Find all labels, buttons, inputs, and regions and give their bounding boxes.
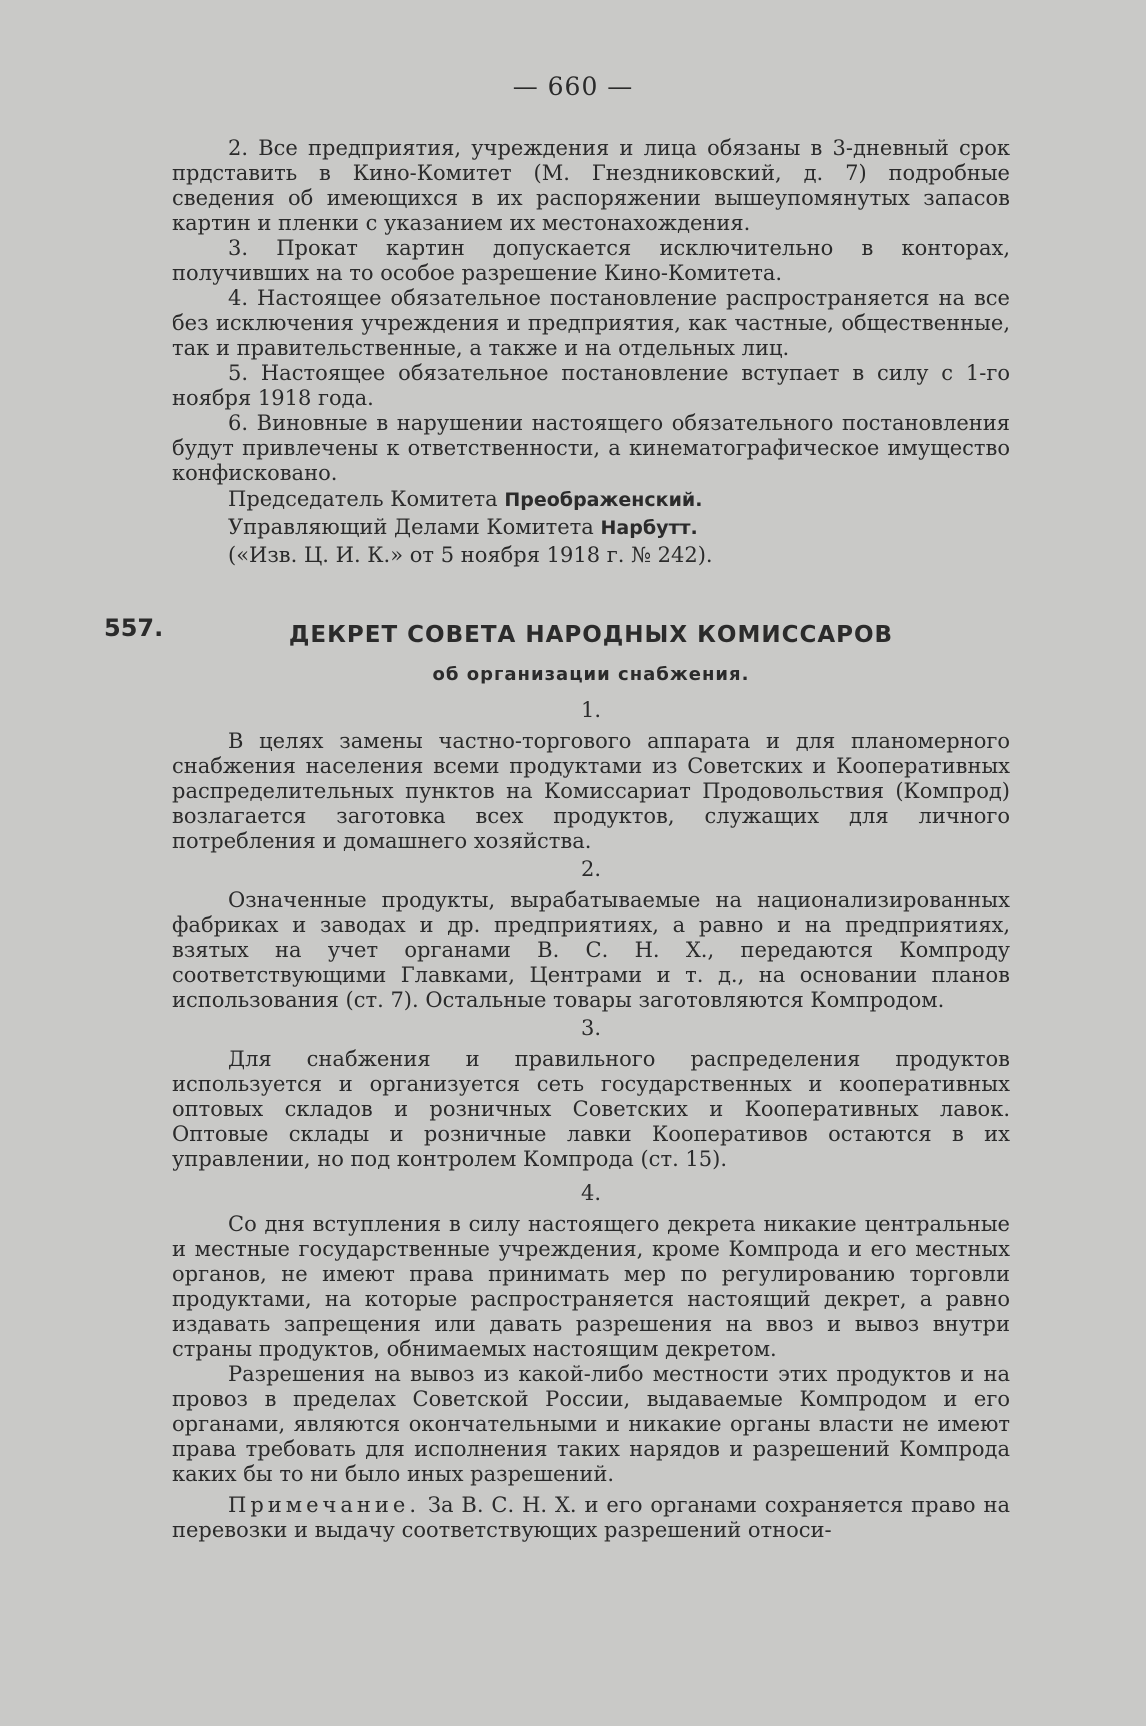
paragraph-4: 4. Настоящее обязательное постановление распространяется на все без исключения учреждения и предприятия, как частные, общественные, так и правительственные, а также и на отдельных лиц. <box>172 286 1010 360</box>
paragraph-6: 6. Виновные в нарушении настоящего обязательного постановления будут привлечены к ответственности, а кинематографическое имущество конфисковано. <box>172 411 1010 485</box>
article-1-number: 1. <box>580 698 602 722</box>
signature-manager-role: Управляющий Делами Комитета <box>228 515 594 539</box>
article-4-text-2: Разрешения на вывоз из какой-либо местности этих продуктов и на провоз в пределах Советской России, выдаваемые Компродом и его органами, являются окончательными и никакие органы власти не имеют права требовать для исполнения таких нарядов и разрешений Компрода каких бы то ни было иных разрешений. <box>172 1362 1010 1486</box>
article-4-number: 4. <box>580 1181 602 1205</box>
article-2-number: 2. <box>580 857 602 881</box>
decree-subtitle: об организации снабжения. <box>432 664 750 685</box>
signature-chairman-role: Председатель Комитета <box>228 487 498 511</box>
decree-number: 557. <box>104 614 164 642</box>
paragraph-5: 5. Настоящее обязательное постановление вступает в силу с 1-го ноября 1918 года. <box>172 361 1010 410</box>
note-label: Примечание. <box>228 1493 421 1517</box>
previous-decree-ending <box>172 136 1010 569</box>
note-paragraph <box>172 1493 1010 1543</box>
signature-manager-name: Нарбутт. <box>600 517 698 539</box>
signature-manager <box>172 514 1010 542</box>
signature-chairman-name: Преображенский. <box>504 489 703 511</box>
note-text: За В. С. Н. Х. и его органами сохраняется право на перевозки и выдачу соответствующих разрешений относи- <box>172 1493 1010 1542</box>
article-2-text: Означенные продукты, вырабатываемые на национализированных фабриках и заводах и др. предприятиях, а равно и на предприятиях, взятых на учет органами В. С. Н. Х., передаются Компроду соответствующими Главками, Центрами и т. д., на основании планов использования (ст. 7). Остальные товары заготовляются Компродом. <box>172 888 1010 1012</box>
source-citation: («Изв. Ц. И. К.» от 5 ноября 1918 г. № 242). <box>228 543 713 567</box>
decree-title: ДЕКРЕТ СОВЕТА НАРОДНЫХ КОМИССАРОВ <box>288 622 894 648</box>
article-3-number: 3. <box>580 1016 602 1040</box>
decree-body <box>172 622 1010 1543</box>
article-4-text: Со дня вступления в силу настоящего декрета никакие центральные и местные государственные учреждения, кроме Компрода и его местных органов, не имеют права принимать мер по регулированию торговли продуктами, на которые распространяется настоящий декрет, а равно издавать запрещения или давать разрешения на ввоз и вывоз внутри страны продуктов, обнимаемых настоящим декретом. <box>172 1212 1010 1361</box>
article-3-text: Для снабжения и правильного распределения продуктов используется и организуется сеть государственных и кооперативных оптовых складов и розничных Советских и Кооперативных лавок. Оптовые склады и розничные лавки Кооперативов остаются в их управлении, но под контролем Компрода (ст. 15). <box>172 1047 1010 1171</box>
article-1-text: В целях замены частно-торгового аппарата и для планомерного снабжения населения всеми продуктами из Советских и Кооперативных распределительных пунктов на Комиссариат Продовольствия (Компрод) возлагается заготовка всех продуктов, служащих для личного потребления и домашнего хозяйства. <box>172 729 1010 853</box>
page-number: — 660 — <box>512 72 634 101</box>
signature-chairman <box>172 486 1010 514</box>
paragraph-3: 3. Прокат картин допускается исключительно в конторах, получивших на то особое разрешение Кино-Комитета. <box>172 236 1010 285</box>
paragraph-2: 2. Все предприятия, учреждения и лица обязаны в 3-дневный срок прдставить в Кино-Комитет (М. Гнездниковский, д. 7) подробные сведения об имеющихся в их распоряжении вышеупомянутых запасов картин и пленки с указанием их местонахождения. <box>172 136 1010 235</box>
